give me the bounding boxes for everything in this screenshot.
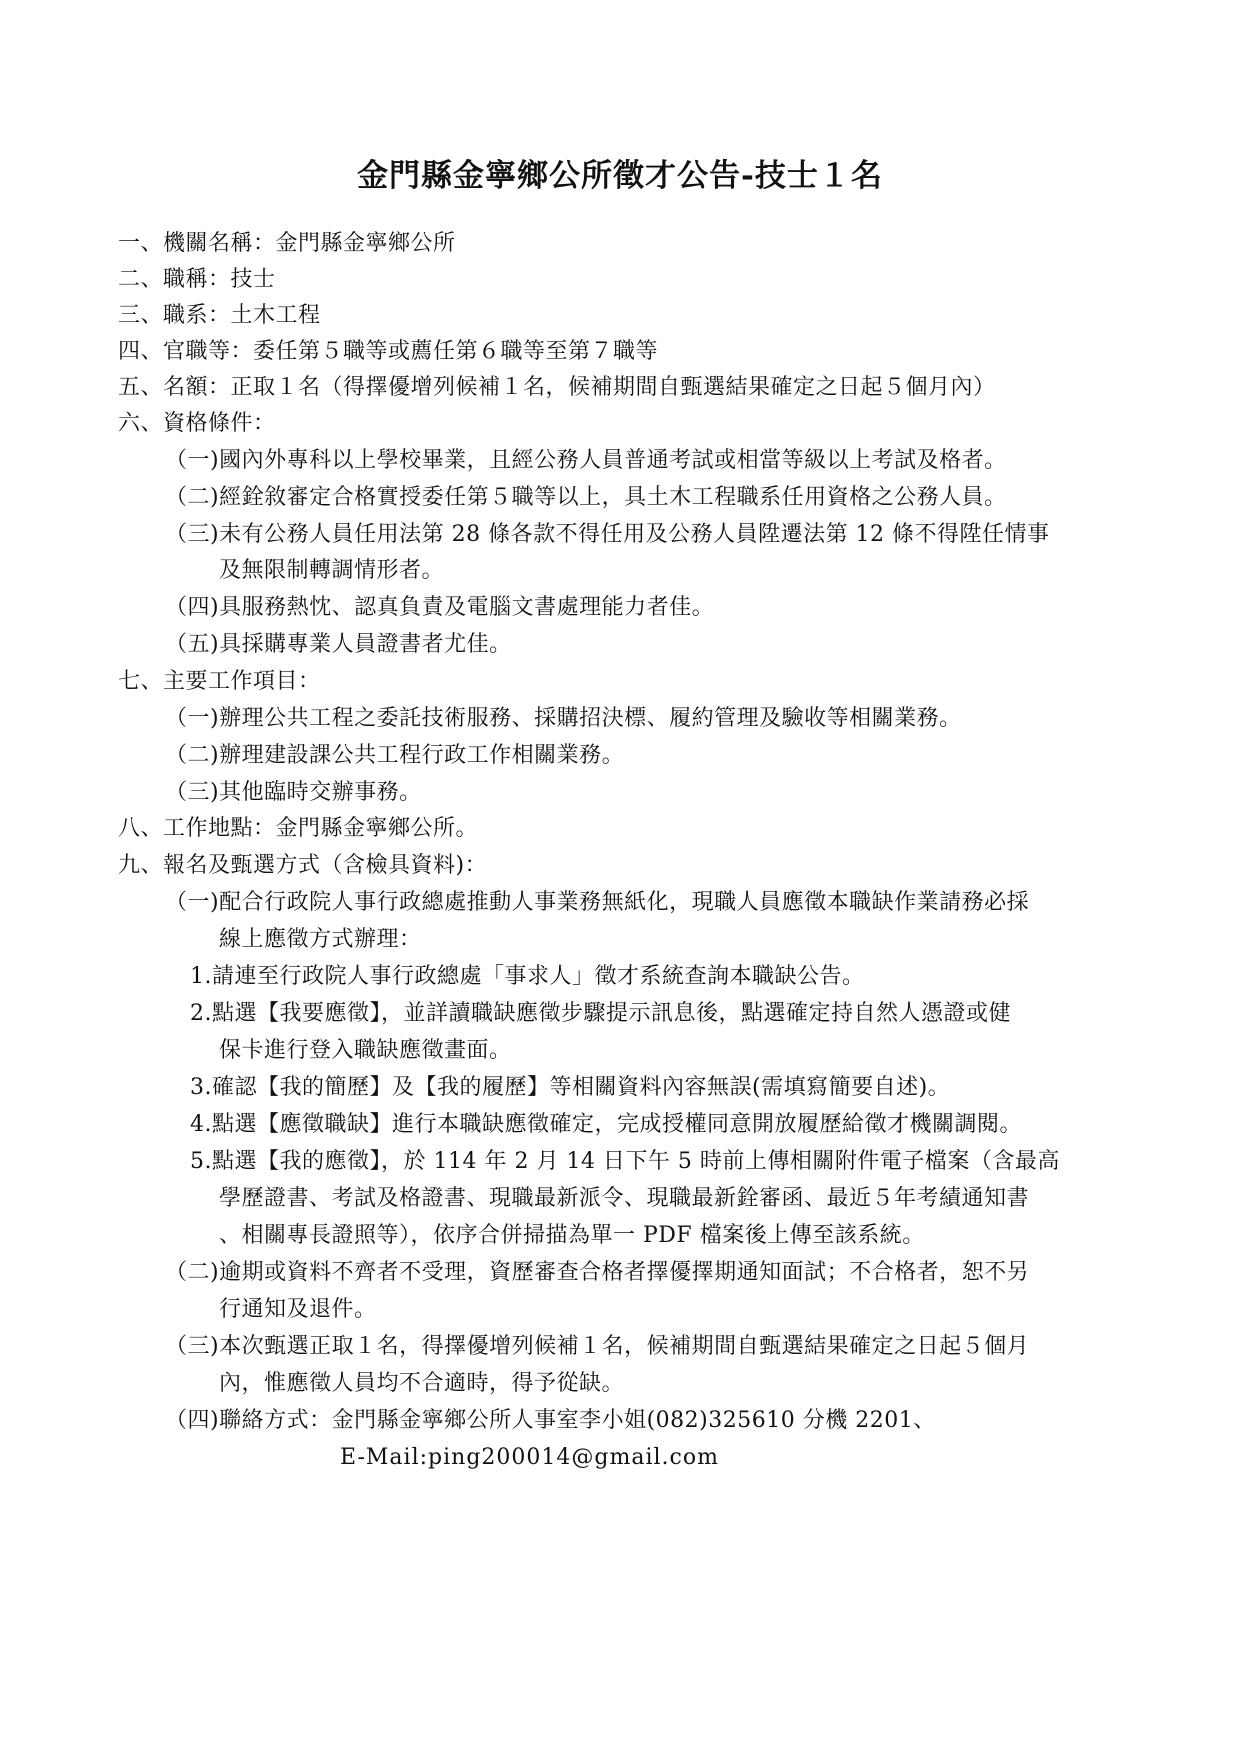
qualification-item: （五)具採購專業人員證書者尤佳。 <box>165 632 512 657</box>
application-item-continued: 線上應徵方式辦理： <box>219 927 422 952</box>
qualification-item: （四)具服務熱忱、認真負責及電腦文書處理能力者佳。 <box>165 595 715 620</box>
section-quota: 五、名額：正取１名（得擇優增列候補１名，候補期間自甄選結果確定之日起５個月內） <box>118 375 996 400</box>
duty-item: （二)辦理建設課公共工程行政工作相關業務。 <box>165 743 625 768</box>
duty-item: （一)辦理公共工程之委託技術服務、採購招決標、履約管理及驗收等相關業務。 <box>165 706 962 731</box>
qualification-item: （二)經銓敘審定合格實授委任第５職等以上，具土木工程職系任用資格之公務人員。 <box>165 485 1007 510</box>
section-rank: 四、官職等：委任第５職等或薦任第６職等至第７職等 <box>118 339 659 364</box>
application-step: 3.確認【我的簡歷】及【我的履歷】等相關資料內容無誤(需填寫簡要自述)。 <box>190 1075 951 1100</box>
section-main-duties: 七、主要工作項目： <box>118 669 321 694</box>
section-application: 九、報名及甄選方式（含檢具資料)： <box>118 853 488 878</box>
qualification-item-continued: 及無限制轉調情形者。 <box>219 558 445 583</box>
section-agency-name: 一、機關名稱：金門縣金寧鄉公所 <box>118 231 456 256</box>
section-job-title: 二、職稱：技士 <box>118 267 276 292</box>
application-item: （二)逾期或資料不齊者不受理，資歷審查合格者擇優擇期通知面試；不合格者，恕不另 <box>165 1260 1030 1285</box>
contact-info: （四)聯絡方式：金門縣金寧鄉公所人事室李小姐(082)325610 分機 2201、 <box>165 1408 936 1433</box>
application-item-continued: 內，惟應徵人員均不合適時，得予從缺。 <box>219 1371 625 1396</box>
contact-email: E-Mail:ping200014@gmail.com <box>340 1445 719 1470</box>
application-item: （三)本次甄選正取１名，得擇優增列候補１名，候補期間自甄選結果確定之日起５個月 <box>165 1334 1030 1359</box>
section-work-location: 八、工作地點：金門縣金寧鄉公所。 <box>118 816 479 841</box>
application-step-continued: 學歷證書、考試及格證書、現職最新派令、現職最新銓審函、最近５年考績通知書 <box>219 1186 1030 1211</box>
application-step: 1.請連至行政院人事行政總處「事求人」徵才系統查詢本職缺公告。 <box>190 964 865 989</box>
application-step: 2.點選【我要應徵】，並詳讀職缺應徵步驟提示訊息後，點選確定持自然人憑證或健 <box>190 1001 1011 1026</box>
application-step-continued: 保卡進行登入職缺應徵畫面。 <box>219 1038 512 1063</box>
application-step-continued: 、相關專長證照等），依序合併掃描為單一 PDF 檔案後上傳至該系統。 <box>219 1223 925 1248</box>
duty-item: （三)其他臨時交辦事務。 <box>165 780 422 805</box>
section-job-series: 三、職系：土木工程 <box>118 303 321 328</box>
application-step: 4.點選【應徵職缺】進行本職缺應徵確定，完成授權同意開放履歷給徵才機關調閱。 <box>190 1112 1022 1137</box>
application-step: 5.點選【我的應徵】，於 114 年 2 月 14 日下午 5 時前上傳相關附件電子檔案（含最高 <box>190 1149 1060 1174</box>
page-title: 金門縣金寧鄉公所徵才公告-技士１名 <box>357 158 883 194</box>
application-item-continued: 行通知及退件。 <box>219 1297 377 1322</box>
application-item: （一)配合行政院人事行政總處推動人事業務無紙化，現職人員應徵本職缺作業請務必採 <box>165 890 1030 915</box>
qualification-item: （三)未有公務人員任用法第 28 條各款不得任用及公務人員陞遷法第 12 條不得陞任情事 <box>165 522 1050 547</box>
section-qualifications: 六、資格條件： <box>118 411 276 436</box>
qualification-item: （一)國內外專科以上學校畢業，且經公務人員普通考試或相當等級以上考試及格者。 <box>165 448 1007 473</box>
